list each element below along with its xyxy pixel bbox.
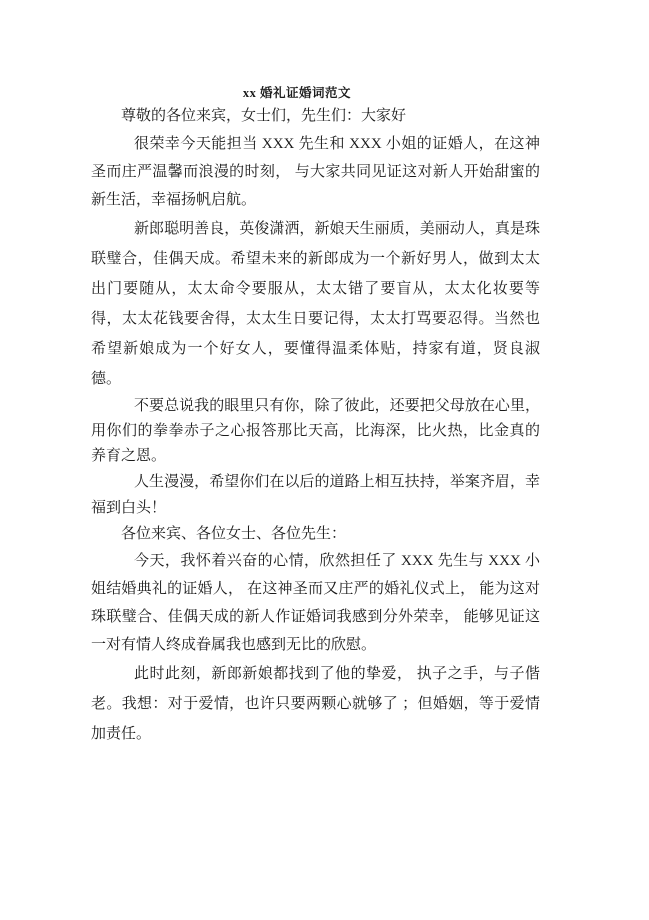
document-content — [0, 84, 649, 749]
paragraph-love-duty: 此时此刻，新郎新娘都找到了他的挚爱， 执子之手，与子偕老。我想：对于爱情，也许只要两颗心就够了 ；但婚姻，等于爱情加责任。 — [91, 666, 540, 742]
paragraph-address: 各位来宾、各位女士、各位先生： — [121, 526, 347, 542]
paragraph-wish: 人生漫漫，希望你们在以后的道路上相互扶持，举案齐眉，幸福到白头！ — [91, 474, 540, 516]
paragraph-parents: 不要总说我的眼里只有你，除了彼此，还要把父母放在心里，用你们的拳拳赤子之心报答那比天高，比海深，比火热，比金真的养育之恩。 — [91, 398, 540, 464]
paragraph-second-honor: 今天，我怀着兴奋的心情，欣然担任了 XXX 先生与 XXX 小姐结婚典礼的证婚人， 在这神圣而又庄严的婚礼仪式上， 能为这对珠联璧合、佳偶天成的新人作证婚词我感到分外荣幸， 能够见证这一对有情人终成眷属我也感到无比的欣慰。 — [91, 553, 540, 653]
document-title: xx 婚礼证婚词范文 — [242, 86, 352, 100]
paragraph-couple-praise: 新郎聪明善良，英俊潇洒，新娘天生丽质，美丽动人，真是珠联璧合，佳偶天成。希望未来的新郎成为一个新好男人，做到太太出门要随从，太太命令要服从，太太错了要盲从，太太化妆要等得，太太花钱要舍得，太太生日要记得，太太打骂要忍得。当然也希望新娘成为一个好女人，要懂得温柔体贴，持家有道，贤良淑德。 — [91, 221, 540, 387]
paragraph-honored: 很荣幸今天能担当 XXX 先生和 XXX 小姐的证婚人，在这神圣而庄严温馨而浪漫的时刻， 与大家共同见证这对新人开始甜蜜的新生活，幸福扬帆启航。 — [91, 136, 540, 208]
paragraph-greeting: 尊敬的各位来宾，女士们，先生们：大家好 — [121, 108, 407, 124]
